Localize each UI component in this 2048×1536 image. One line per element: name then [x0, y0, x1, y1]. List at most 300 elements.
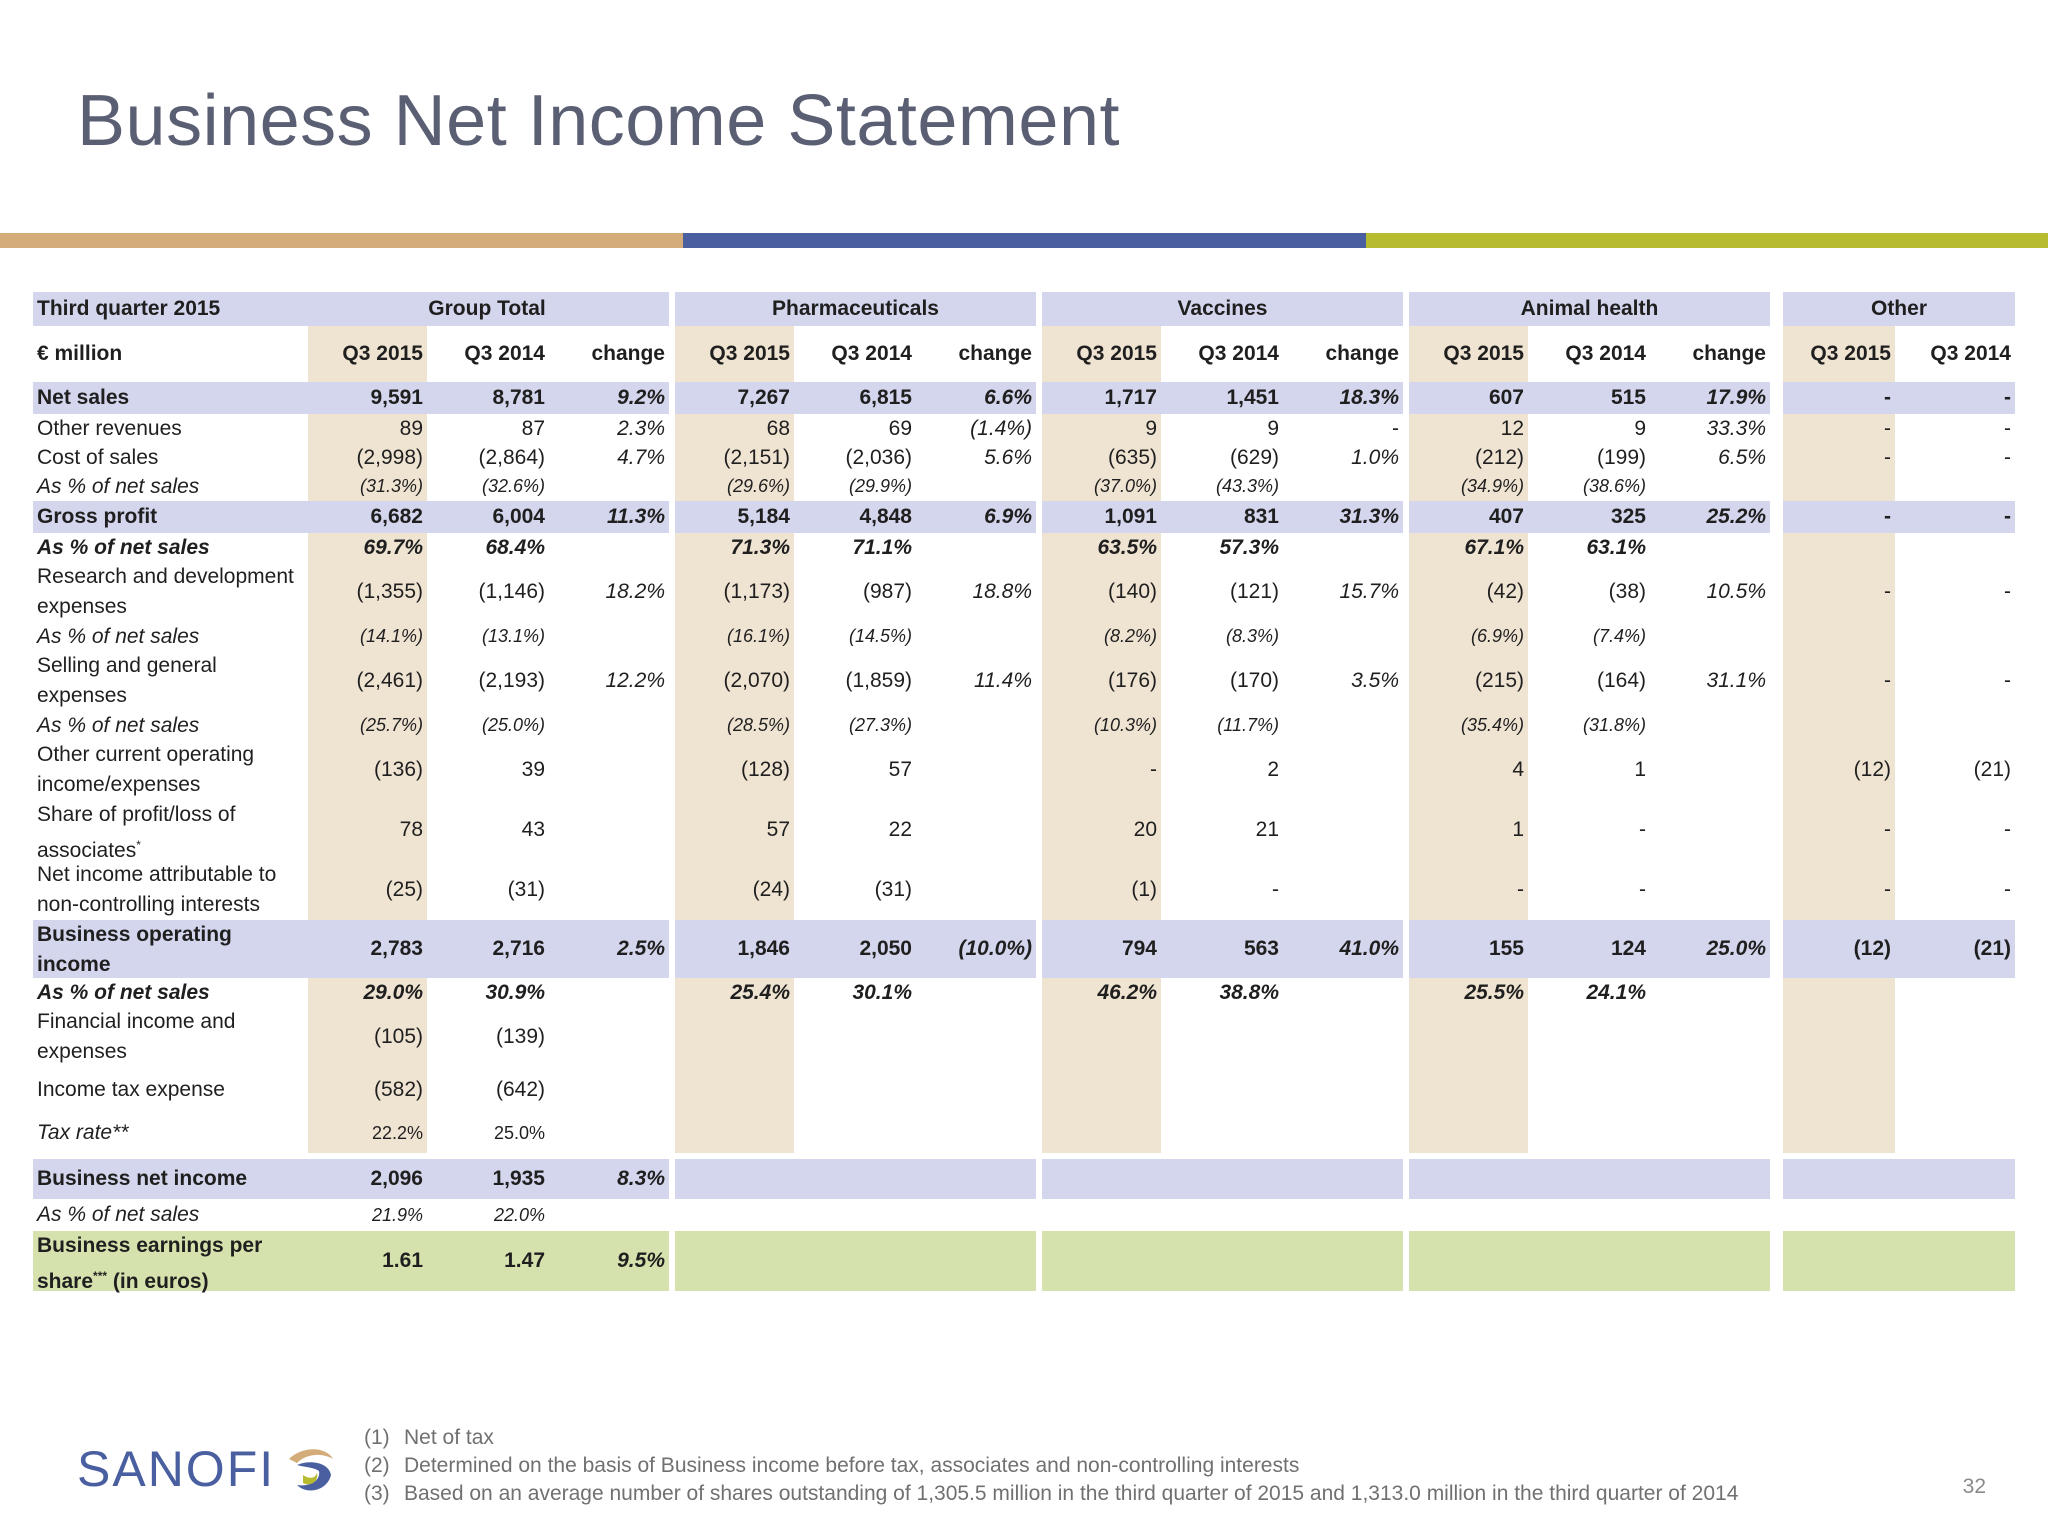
table-cell: 22 [888, 818, 912, 841]
table-cell: (128) [740, 758, 790, 781]
table-cell: (139) [495, 1025, 545, 1048]
table-cell: 12.2% [605, 669, 665, 692]
table-cell: (35.4%) [1460, 715, 1524, 735]
row-label-text: Share of profit/loss of associates [37, 803, 236, 862]
row-label [33, 382, 305, 414]
row-highlight [1042, 1231, 1403, 1291]
table-cell: (25.7%) [359, 715, 423, 735]
table-cell: 4 [1512, 758, 1524, 781]
column-shade [1783, 533, 1895, 562]
table-cell: 515 [1610, 386, 1646, 409]
table-cell: 63.5% [1097, 535, 1157, 559]
table-cell: (21) [1973, 758, 2011, 781]
table-cell: 15.7% [1339, 580, 1399, 603]
table-cell: (29.9%) [848, 476, 912, 496]
table-cell: (16.1%) [726, 626, 790, 646]
table-row [33, 382, 2015, 414]
row-highlight [1409, 1231, 1770, 1291]
table-cell: 18.8% [972, 580, 1032, 603]
table-cell: - [2004, 505, 2011, 528]
column-header: Q3 2014 [1930, 342, 2011, 365]
table-cell: 24.1% [1586, 980, 1646, 1004]
table-cell: 8,781 [492, 386, 545, 409]
table-cell: 794 [1121, 937, 1157, 960]
table-cell: 11.3% [607, 505, 665, 528]
table-cell: (1.4%) [970, 416, 1032, 440]
table-cell: 6.6% [984, 386, 1032, 409]
table-row [33, 443, 2015, 472]
table-cell: (13.1%) [481, 626, 545, 646]
column-shade [1783, 622, 1895, 651]
row-label [33, 562, 305, 622]
table-cell: 1 [1634, 758, 1646, 781]
row-label [33, 740, 305, 800]
column-header: Q3 2014 [464, 342, 545, 365]
row-label [33, 1113, 305, 1153]
table-row [33, 920, 2015, 978]
column-shade [1783, 1007, 1895, 1067]
row-label [33, 800, 305, 860]
column-shade [675, 1067, 794, 1113]
table-cell: 69 [888, 416, 912, 440]
table-cell: (136) [373, 758, 423, 781]
row-highlight [1409, 1159, 1770, 1199]
table-cell: 33.3% [1706, 416, 1766, 440]
table-row [33, 472, 2015, 501]
footnotes [364, 1424, 1738, 1508]
row-label [33, 533, 305, 562]
table-cell: (14.1%) [359, 626, 423, 646]
table-cell: (32.6%) [481, 476, 545, 496]
table-cell: (2,151) [723, 445, 790, 469]
table-cell: 8.3% [617, 1167, 665, 1190]
logo-text: SANOFI [77, 1441, 276, 1497]
row-label-text: Gross profit [37, 505, 158, 528]
table-cell: (10.0%) [958, 937, 1032, 960]
table-cell: 69.7% [363, 535, 423, 559]
color-band-tan [0, 233, 683, 248]
table-cell: 17.9% [1706, 386, 1766, 409]
table-cell: (2,036) [845, 445, 912, 469]
column-header: Q3 2014 [1198, 342, 1279, 365]
column-shade [1409, 1067, 1528, 1113]
table-cell: 1,717 [1104, 386, 1157, 409]
table-cell: 78 [399, 818, 423, 841]
table-row [33, 800, 2015, 860]
table-cell: (2,461) [356, 669, 423, 692]
table-cell: - [1884, 818, 1891, 841]
table-cell: 1.0% [1351, 445, 1399, 469]
column-shade [1783, 978, 1895, 1007]
row-label [33, 711, 305, 740]
table-cell: 1.47 [504, 1249, 545, 1272]
row-label [33, 1231, 305, 1291]
table-row [33, 501, 2015, 533]
group-header: Pharmaceuticals [675, 292, 1036, 326]
table-row [33, 860, 2015, 920]
row-label-text: As % of net sales [37, 1203, 200, 1226]
table-cell: 1,091 [1104, 505, 1157, 528]
table-row [33, 1159, 2015, 1199]
table-cell: (140) [1107, 580, 1157, 603]
sanofi-logo [77, 1440, 339, 1498]
table-row [33, 414, 2015, 443]
table-cell: 25.5% [1464, 980, 1524, 1004]
table-cell: 11.4% [974, 669, 1032, 692]
table-cell: (1,355) [356, 580, 423, 603]
row-label [33, 1159, 305, 1199]
table-row [33, 651, 2015, 711]
table-cell: (11.7%) [1217, 715, 1279, 735]
table-cell: (212) [1474, 445, 1524, 469]
row-label-text: As % of net sales [37, 624, 200, 648]
column-shade [1409, 1007, 1528, 1067]
table-cell: (8.2%) [1103, 626, 1157, 646]
table-cell: (38.6%) [1582, 476, 1646, 496]
row-label [33, 472, 305, 501]
footnote-text: Determined on the basis of Business income before tax, associates and non-controlling interests [404, 1454, 1300, 1477]
table-cell: 43 [521, 818, 545, 841]
table-cell: 607 [1488, 386, 1524, 409]
row-label-text: Other current operating income/expenses [37, 743, 255, 796]
table-cell: 6.5% [1718, 445, 1766, 469]
unit-label: € million [37, 342, 123, 365]
row-label-text: Income tax expense [37, 1078, 225, 1101]
table-cell: (12) [1853, 937, 1891, 960]
table-cell: (24) [752, 878, 790, 901]
table-cell: - [2004, 669, 2011, 692]
table-row [33, 1231, 2015, 1291]
table-cell: 41.0% [1339, 937, 1399, 960]
table-cell: - [2004, 445, 2011, 469]
table-cell: 31.3% [1339, 505, 1399, 528]
table-cell: 46.2% [1097, 980, 1157, 1004]
row-label-text: Net sales [37, 386, 130, 409]
table-row [33, 1199, 2015, 1231]
column-shade [1042, 1113, 1161, 1153]
table-row [33, 711, 2015, 740]
table-row [33, 978, 2015, 1007]
column-shade [1783, 472, 1895, 501]
footnote-number: (3) [364, 1482, 390, 1505]
table-cell: 2 [1267, 758, 1279, 781]
table-cell: 20 [1133, 818, 1157, 841]
column-header: Q3 2015 [1042, 326, 1161, 382]
table-cell: - [1884, 878, 1891, 901]
column-header: change [958, 342, 1032, 365]
row-highlight [1783, 1231, 2015, 1291]
table-row [33, 533, 2015, 562]
table-row [33, 562, 2015, 622]
group-header-row [33, 292, 2015, 326]
row-label-suffix: (in euros) [107, 1270, 209, 1293]
color-band-blue [683, 233, 1366, 248]
table-cell: 30.1% [852, 980, 912, 1004]
table-cell: 9.2% [617, 386, 665, 409]
table-cell: 12 [1500, 416, 1524, 440]
table-cell: - [2004, 580, 2011, 603]
table-cell: 71.1% [852, 535, 912, 559]
table-cell: (2,998) [356, 445, 423, 469]
table-cell: (2,193) [478, 669, 545, 692]
table-cell: (21) [1973, 937, 2011, 960]
table-cell: 1,846 [737, 937, 790, 960]
table-cell: - [1884, 669, 1891, 692]
table-row [33, 1067, 2015, 1113]
table-cell: (176) [1107, 669, 1157, 692]
table-cell: 1,935 [492, 1167, 545, 1190]
column-shade [675, 1113, 794, 1153]
table-cell: 1 [1512, 818, 1524, 841]
table-cell: - [1884, 505, 1891, 528]
column-shade [675, 1007, 794, 1067]
row-label-text: As % of net sales [37, 713, 200, 737]
row-label-text: Cost of sales [37, 445, 159, 469]
row-label [33, 443, 305, 472]
table-cell: 57.3% [1219, 535, 1279, 559]
row-label [33, 1007, 305, 1067]
table-cell: (31.3%) [359, 476, 423, 496]
table-cell: 57 [888, 758, 912, 781]
table-row [33, 740, 2015, 800]
table-cell: 9 [1145, 416, 1157, 440]
table-cell: - [1150, 758, 1157, 781]
footnote [364, 1424, 1738, 1452]
table-cell: 6,815 [859, 386, 912, 409]
footnote [364, 1452, 1738, 1480]
row-label-text: Tax rate** [37, 1121, 129, 1144]
table-cell: (8.3%) [1225, 626, 1279, 646]
table-cell: 67.1% [1464, 535, 1524, 559]
table-cell: 7,267 [737, 386, 790, 409]
table-cell: (28.5%) [726, 715, 790, 735]
row-label-text: Other revenues [37, 416, 182, 440]
table-cell: 22.0% [493, 1204, 545, 1225]
footnote [364, 1480, 1738, 1508]
table-cell: 89 [399, 416, 423, 440]
table-cell: - [1392, 416, 1399, 440]
table-row [33, 1007, 2015, 1067]
table-cell: 9.5% [617, 1249, 665, 1272]
table-cell: (31) [874, 878, 912, 901]
column-header: Q3 2015 [675, 326, 794, 382]
footnote-number: (2) [364, 1454, 390, 1477]
table-cell: 2,716 [492, 937, 545, 960]
table-cell: 6,004 [492, 505, 545, 528]
table-cell: (1) [1131, 878, 1157, 901]
group-header: Vaccines [1042, 292, 1403, 326]
table-cell: 71.3% [730, 535, 790, 559]
page-title: Business Net Income Statement [77, 81, 1120, 161]
column-header: change [1692, 342, 1766, 365]
row-highlight [675, 1231, 1036, 1291]
table-cell: (43.3%) [1215, 476, 1279, 496]
row-label [33, 1199, 305, 1231]
row-label-text: Business net income [37, 1167, 248, 1190]
footnote-text: Based on an average number of shares outstanding of 1,305.5 million in the third quarter of 2015 and 1,313.0 million in the third quarter of 2014 [404, 1482, 1739, 1505]
table-cell: 18.2% [605, 580, 665, 603]
table-cell: 6,682 [370, 505, 423, 528]
table-cell: 2,783 [370, 937, 423, 960]
column-shade [1042, 1067, 1161, 1113]
group-header: Animal health [1409, 292, 1770, 326]
table-cell: - [1517, 878, 1524, 901]
table-cell: 325 [1610, 505, 1646, 528]
table-cell: 2.5% [617, 937, 665, 960]
table-cell: - [1884, 386, 1891, 409]
table-cell: (164) [1596, 669, 1646, 692]
table-cell: 63.1% [1586, 535, 1646, 559]
table-cell: (582) [373, 1078, 423, 1101]
table-cell: 18.3% [1339, 386, 1399, 409]
table-cell: 407 [1488, 505, 1524, 528]
table-cell: (987) [862, 580, 912, 603]
row-highlight [675, 1159, 1036, 1199]
table-cell: (10.3%) [1093, 715, 1157, 735]
table-cell: (14.5%) [848, 626, 912, 646]
row-label [33, 860, 305, 920]
row-label-text: As % of net sales [37, 980, 210, 1004]
row-label [33, 920, 305, 978]
table-cell: 21 [1255, 818, 1279, 841]
subheader-row [33, 326, 2015, 382]
table-cell: 57 [766, 818, 790, 841]
table-cell: - [1639, 818, 1646, 841]
table-cell: (1,173) [723, 580, 790, 603]
table-cell: - [1884, 416, 1891, 440]
row-highlight [1783, 1159, 2015, 1199]
row-label [33, 651, 305, 711]
column-header: change [591, 342, 665, 365]
table-cell: (29.6%) [726, 476, 790, 496]
table-cell: (629) [1229, 445, 1279, 469]
table-cell: 10.5% [1706, 580, 1766, 603]
table-cell: (1,859) [845, 669, 912, 692]
table-cell: (34.9%) [1460, 476, 1524, 496]
group-header: Other [1783, 292, 2015, 326]
table-row [33, 622, 2015, 651]
table-cell: (25) [385, 878, 423, 901]
column-shade [1783, 1113, 1895, 1153]
row-label-text: As % of net sales [37, 535, 210, 559]
row-label [33, 501, 305, 533]
table-cell: (38) [1608, 580, 1646, 603]
table-cell: 1.61 [382, 1249, 423, 1272]
row-label [33, 1067, 305, 1113]
column-shade [1783, 1067, 1895, 1113]
footnote-text: Net of tax [404, 1426, 494, 1449]
table-cell: 68 [766, 416, 790, 440]
table-cell: (12) [1853, 758, 1891, 781]
row-label [33, 978, 305, 1007]
table-cell: (121) [1229, 580, 1279, 603]
table-cell: 6.9% [984, 505, 1032, 528]
table-cell: (27.3%) [848, 715, 912, 735]
row-label-text: Financial income and expenses [37, 1010, 236, 1063]
row-label [33, 622, 305, 651]
table-cell: (1,146) [478, 580, 545, 603]
table-cell: 68.4% [485, 535, 545, 559]
table-cell: 2.3% [617, 416, 665, 440]
table-cell: - [1639, 878, 1646, 901]
table-cell: 2,096 [370, 1167, 423, 1190]
table-cell: 30.9% [485, 980, 545, 1004]
group-header: Group Total [305, 292, 669, 326]
table-cell: (199) [1596, 445, 1646, 469]
table-cell: (635) [1107, 445, 1157, 469]
table-cell: - [1884, 445, 1891, 469]
table-cell: (37.0%) [1093, 476, 1157, 496]
table-cell: 38.8% [1219, 980, 1279, 1004]
table-cell: (215) [1474, 669, 1524, 692]
table-cell: - [1272, 878, 1279, 901]
table-cell: 25.2% [1706, 505, 1766, 528]
table-cell: (170) [1229, 669, 1279, 692]
table-cell: - [2004, 386, 2011, 409]
table-cell: (7.4%) [1592, 626, 1646, 646]
table-cell: 9 [1267, 416, 1279, 440]
table-cell: 25.0% [1706, 937, 1766, 960]
table-cell: 9,591 [370, 386, 423, 409]
table-cell: (642) [495, 1078, 545, 1101]
table-cell: 9 [1634, 416, 1646, 440]
table-cell: 21.9% [371, 1204, 423, 1225]
footnote-number: (1) [364, 1426, 390, 1449]
color-band-green [1366, 233, 2048, 248]
table-cell: 25.0% [493, 1122, 545, 1143]
column-shade [1783, 711, 1895, 740]
table-cell: 1,451 [1226, 386, 1279, 409]
footnote-marker: *** [93, 1269, 108, 1283]
table-cell: 31.1% [1706, 669, 1766, 692]
column-shade [1409, 1113, 1528, 1153]
table-cell: 29.0% [363, 980, 423, 1004]
table-cell: 124 [1610, 937, 1646, 960]
sanofi-bird-icon [283, 1441, 339, 1497]
row-label [33, 414, 305, 443]
table-cell: 4.7% [617, 445, 665, 469]
column-header: Q3 2015 [1783, 326, 1895, 382]
table-cell: (42) [1486, 580, 1524, 603]
row-label-text: Research and development expenses [37, 565, 294, 618]
column-header: Q3 2015 [1409, 326, 1528, 382]
table-cell: 831 [1243, 505, 1279, 528]
row-label-text: Net income attributable to non-controlling interests [37, 863, 277, 916]
table-cell: 155 [1488, 937, 1524, 960]
table-cell: 87 [521, 416, 545, 440]
table-cell: (31) [507, 878, 545, 901]
table-cell: (25.0%) [481, 715, 545, 735]
table-cell: - [2004, 416, 2011, 440]
table-cell: 22.2% [371, 1122, 423, 1143]
footnote-marker: * [136, 838, 141, 852]
table-cell: (6.9%) [1470, 626, 1524, 646]
column-header: Q3 2014 [1565, 342, 1646, 365]
income-statement-table [33, 292, 2015, 1291]
table-cell: - [2004, 878, 2011, 901]
table-cell: 2,050 [859, 937, 912, 960]
row-label-text: Selling and general expenses [37, 654, 217, 707]
table-cell: 5.6% [984, 445, 1032, 469]
column-header: Q3 2015 [308, 326, 427, 382]
row-label-text: Business operating income [37, 923, 232, 976]
table-cell: - [2004, 818, 2011, 841]
row-label-text: As % of net sales [37, 474, 200, 498]
table-cell: 39 [521, 758, 545, 781]
column-header: Q3 2014 [831, 342, 912, 365]
corner-label: Third quarter 2015 [33, 292, 305, 326]
table-row [33, 1113, 2015, 1153]
